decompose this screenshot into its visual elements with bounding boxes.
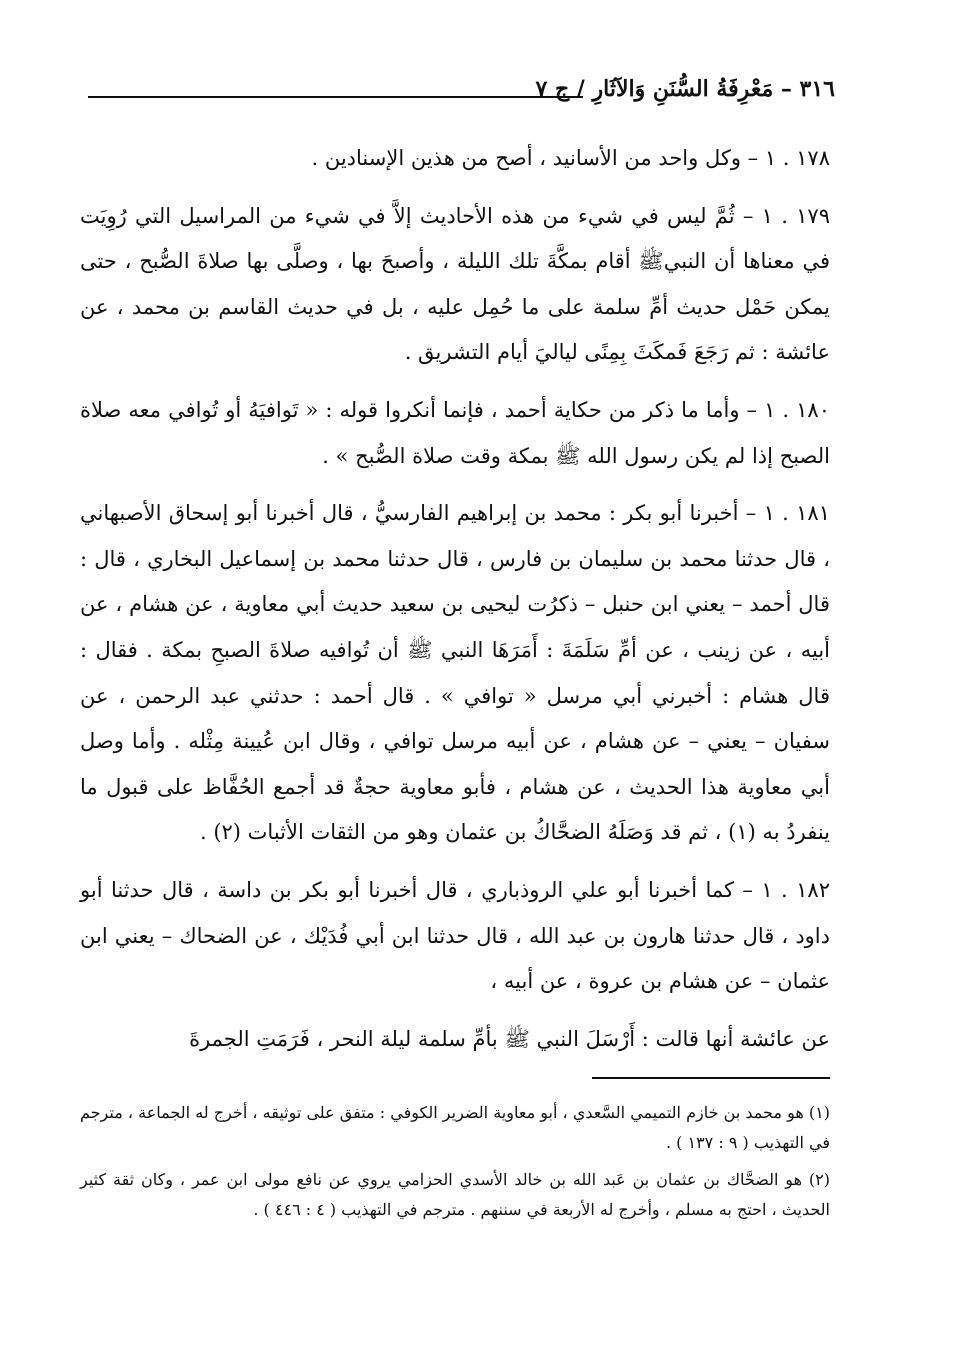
- paragraph-1180: ١٨٠ . ١ – وأما ما ذكر من حكاية أحمد ، فإنما أنكروا قوله : « تَوافيَهُ أو تُوافي معه صلاة الصبح إذا لم يكن رسول الله ﷺ بمكة وقت صلاة الصُّبح » .: [80, 397, 830, 468]
- footnote-1: (١) هو محمد بن خازم التميمي السَّعدي ، أبو معاوية الضرير الكوفي : متفق على توثيقه ، أخرج له الجماعة ، مترجم في التهذيب ( ٩ : ١٣٧ ) .: [80, 1103, 830, 1152]
- running-head: ٣١٦ – مَعْرِفَةُ السُّنَنِ وَالآثَارِ / ج ٧: [535, 76, 835, 102]
- paragraph-1179: ١٧٩ . ١ – ثُمَّ ليس في شيء من هذه الأحاديث إلاَّ في شيء من المراسيل التي رُوِيَت في معناها أن النبيﷺ أقام بمكَّةَ تلك الليلة ، وأصبحَ بها ، وصلَّى بها صلاةَ الصُّبح ، حتى يمكن حَمْل حديث أمِّ سلمة على ما حُمِل عليه ، بل في حديث القاسم بن محمد ، عن عائشة : ثم رَجَعَ فَمكَثَ بِمِنًى لياليَ أيام التشريق .: [80, 203, 830, 365]
- main-text: [80, 136, 830, 1062]
- paragraph-continuation: عن عائشة أنها قالت : أَرْسَلَ النبي ﷺ بأمِّ سلمة ليلة النحر ، فَرَمَتِ الجمرةَ: [189, 1026, 830, 1051]
- paragraph-1181: ١٨١ . ١ – أخبرنا أبو بكر : محمد بن إبراهيم الفارسيُّ ، قال أخبرنا أبو إسحاق الأصبهاني ، قال حدثنا محمد بن سليمان بن فارس ، قال حدثنا محمد بن إسماعيل البخاري ، قال : قال أحمد – يعني ابن حنبل – ذكرُت ليحيى بن سعيد حديث أبي معاوية ، عن هشام ، عن أبيه ، عن زينب ، عن أمِّ سَلَمَةَ : أَمَرَهَا النبي ﷺ أن تُوافيه صلاةَ الصبحِ بمكة . فقال : قال هشام : أخبرني أبي مرسل « توافي » . قال أحمد : حدثني عبد الرحمن ، عن سفيان – يعني – عن هشام ، عن أبيه مرسل توافي ، وقال ابن عُيينة مِثْله . وأما وصل أبي معاوية هذا الحديث ، عن هشام ، فأبو معاوية حجةٌ قد أجمع الحُفَّاظ على قبول ما ينفردُ به (١) ، ثم قد وَصَلَهُ الضحَّاكُ بن عثمان وهو من الثقات الأثبات (٢) .: [80, 501, 830, 845]
- header-rule: [88, 96, 583, 98]
- footnote-rule: [592, 1077, 830, 1079]
- paragraph-1182: ١٨٢ . ١ – كما أخبرنا أبو علي الروذباري ، قال أخبرنا أبو بكر بن داسة ، قال حدثنا أبو داود ، قال حدثنا هارون بن عبد الله ، قال حدثنا ابن أبي فُدَيْك ، عن الضحاك – يعني ابن عثمان – عن هشام بن عروة ، عن أبيه ،: [80, 877, 830, 994]
- footnotes: [80, 1098, 830, 1232]
- footnote-2: (٢) هو الضحَّاك بن عثمان بن عَبد الله بن خالد الأسدي الحزامي يروي عن نافع مولى ابن عمر ، وكان ثقة كثير الحديث ، احتج به مسلم ، وأخرج له الأربعة في سننهم . مترجم في التهذيب ( ٤ : ٤٤٦ ) .: [80, 1170, 830, 1219]
- paragraph-1178: ١٧٨ . ١ – وكل واحد من الأسانيد ، أصح من هذين الإسنادين .: [311, 146, 830, 170]
